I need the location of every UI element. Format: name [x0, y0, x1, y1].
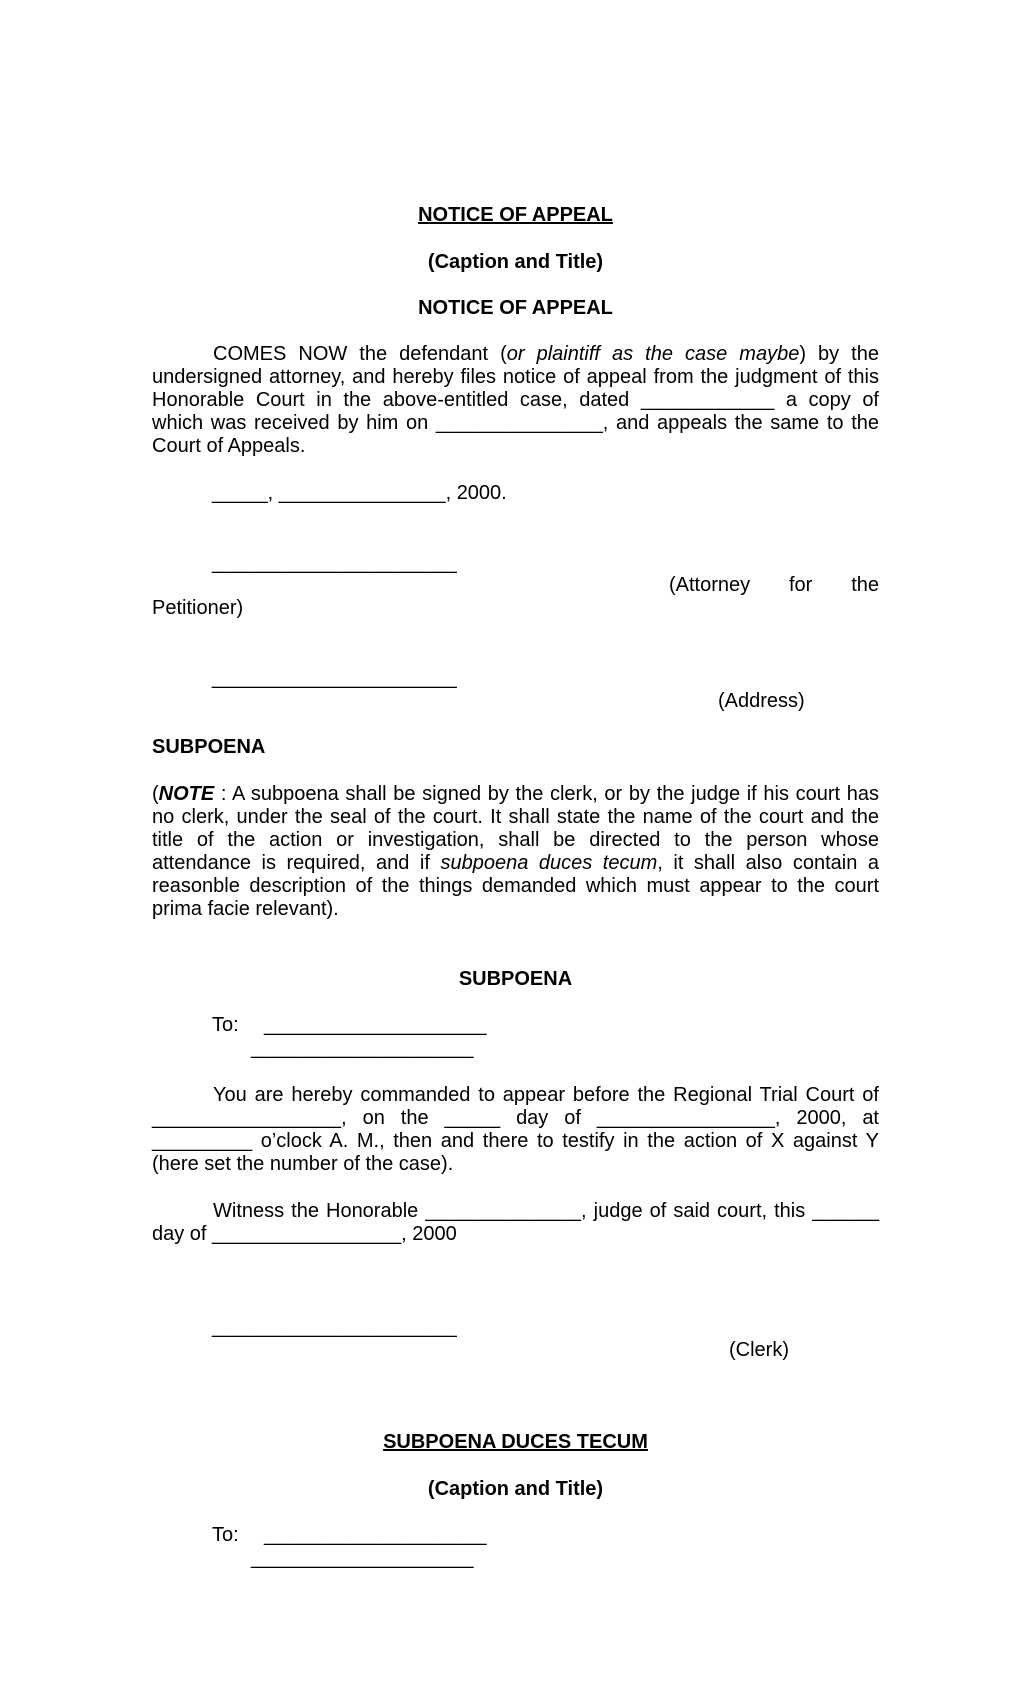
attorney-label: (Attorney for the — [669, 574, 879, 596]
note-line-3: title of the action or investigation, shall be directed to the person whose — [152, 829, 879, 851]
command-line-1: You are hereby commanded to appear before the Regional Trial Court of — [213, 1084, 879, 1106]
command-line-3: _________ o’clock A. M., then and there to testify in the action of X against Y — [152, 1130, 879, 1152]
command-line-2: _________________, on the _____ day of ________________, 2000, at — [152, 1107, 879, 1129]
duces-tecum-to-line-1: ____________________ — [264, 1524, 487, 1546]
document-page — [152, 0, 879, 1687]
subpoena-to-label: To: — [212, 1014, 239, 1036]
date-line: _____, _______________, 2000. — [212, 482, 507, 504]
witness-line-2: day of _________________, 2000 — [152, 1223, 457, 1245]
subpoena-to-line-2: ____________________ — [251, 1037, 474, 1059]
subpoena-section-heading: SUBPOENA — [152, 736, 266, 758]
note-line-1: (NOTE : A subpoena shall be signed by the clerk, or by the judge if his court has — [152, 783, 879, 805]
subpoena-title: SUBPOENA — [458, 968, 573, 990]
witness-line-1: Witness the Honorable ______________, judge of said court, this ______ — [213, 1200, 879, 1222]
clerk-label: (Clerk) — [729, 1339, 789, 1361]
duces-tecum-caption: (Caption and Title) — [427, 1478, 604, 1500]
duces-tecum-to-line-2: ____________________ — [251, 1547, 474, 1569]
appeal-body-line-4: which was received by him on _______________, and appeals the same to the — [152, 412, 879, 434]
address-label: (Address) — [718, 690, 805, 712]
note-line-6: prima facie relevant). — [152, 898, 339, 920]
note-line-4: attendance is required, and if subpoena duces tecum, it shall also contain a — [152, 852, 879, 874]
address-line: ______________________ — [212, 667, 457, 689]
caption-and-title: (Caption and Title) — [427, 251, 604, 273]
command-line-4: (here set the number of the case). — [152, 1153, 454, 1175]
note-line-2: no clerk, under the seal of the court. It shall state the name of the court and the — [152, 806, 879, 828]
appeal-body-line-3: Honorable Court in the above-entitled case, dated ____________ a copy of — [152, 389, 879, 411]
duces-tecum-to-label: To: — [212, 1524, 239, 1546]
note-line-5: reasonble description of the things demanded which must appear to the court — [152, 875, 879, 897]
clerk-signature-line: ______________________ — [212, 1316, 457, 1338]
notice-of-appeal-title: NOTICE OF APPEAL — [418, 297, 613, 319]
petitioner-label: Petitioner) — [152, 597, 244, 619]
notice-of-appeal-heading: NOTICE OF APPEAL — [418, 204, 613, 226]
subpoena-to-line-1: ____________________ — [264, 1014, 487, 1036]
appeal-body-line-2: undersigned attorney, and hereby files notice of appeal from the judgment of this — [152, 366, 879, 388]
appeal-body-line-1: COMES NOW the defendant (or plaintiff as the case maybe) by the — [213, 343, 879, 365]
attorney-signature-line: ______________________ — [212, 552, 457, 574]
appeal-body-line-5: Court of Appeals. — [152, 435, 306, 457]
subpoena-duces-tecum-title: SUBPOENA DUCES TECUM — [383, 1431, 648, 1453]
